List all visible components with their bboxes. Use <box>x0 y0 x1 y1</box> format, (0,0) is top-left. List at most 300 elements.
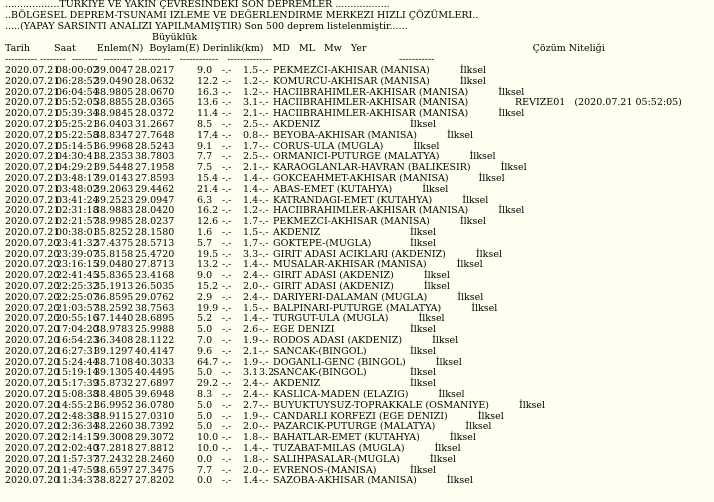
latitude-cell: 35.8252 <box>94 227 134 238</box>
quality-cell: İlksel <box>462 194 489 206</box>
md-cell: -.- <box>222 173 232 184</box>
mw-cell: -.- <box>259 173 269 184</box>
depth-cell: 15.2 <box>197 281 219 292</box>
mw-cell: -.- <box>259 399 269 411</box>
ml-cell: 1.7 <box>243 140 259 152</box>
md-cell: -.- <box>222 302 232 314</box>
longitude-cell: 31.2667 <box>135 119 175 130</box>
ml-cell: 3.1 <box>243 97 259 109</box>
date-cell: 2020.07.21 <box>5 183 60 195</box>
ml-cell: 1.9 <box>243 356 259 368</box>
latitude-cell: 37.1440 <box>94 313 134 325</box>
mw-cell: -.- <box>259 65 269 76</box>
md-cell: -.- <box>222 140 232 152</box>
mw-cell: -.- <box>259 432 269 444</box>
longitude-cell: 27.0310 <box>135 410 175 422</box>
time-cell: 20:55:16 <box>56 313 99 325</box>
time-cell: 23:41:32 <box>56 237 99 249</box>
mw-cell: -.- <box>259 443 269 454</box>
mw-cell: -.- <box>259 227 269 238</box>
ml-cell: 1.5 <box>243 227 259 238</box>
longitude-cell: 27.8593 <box>135 173 175 184</box>
md-cell: -.- <box>222 443 232 454</box>
latitude-cell: 35.8732 <box>94 378 134 390</box>
date-cell: 2020.07.20 <box>5 399 60 411</box>
ml-cell: 1.4 <box>243 313 259 325</box>
mw-cell: 3.2 <box>259 367 275 379</box>
time-cell: 11:47:59 <box>56 464 99 476</box>
latitude-cell: 38.9783 <box>94 324 134 336</box>
md-cell: -.- <box>222 259 232 271</box>
latitude-cell: 36.9952 <box>94 399 134 411</box>
md-cell: -.- <box>222 356 232 368</box>
longitude-cell: 28.5713 <box>135 237 175 249</box>
ml-cell: 2.4 <box>243 291 259 303</box>
md-cell: -.- <box>222 453 232 465</box>
mw-cell: -.- <box>259 313 269 325</box>
longitude-cell: 25.9988 <box>135 324 175 336</box>
time-cell: 06:04:54 <box>56 86 99 98</box>
date-cell: 2020.07.21 <box>5 173 60 184</box>
ml-cell: 1.8 <box>243 453 259 465</box>
latitude-cell: 38.2592 <box>94 302 134 314</box>
mw-cell: -.- <box>259 475 269 487</box>
date-cell: 2020.07.21 <box>5 119 60 130</box>
longitude-cell: 23.4168 <box>135 270 175 282</box>
depth-cell: 5.7 <box>197 237 213 249</box>
md-cell: -.- <box>222 464 232 476</box>
ml-cell: 0.8 <box>243 129 259 141</box>
latitude-cell: 38.2260 <box>94 421 134 433</box>
ml-cell: 1.4 <box>243 475 259 487</box>
latitude-cell: 37.2432 <box>94 453 134 465</box>
md-cell: -.- <box>222 324 232 336</box>
date-cell: 2020.07.21 <box>5 194 60 206</box>
latitude-cell: 38.2353 <box>94 151 134 163</box>
quality-cell: İlksel <box>498 86 525 98</box>
time-cell: 00:38:01 <box>56 227 99 238</box>
time-cell: 22:41:45 <box>56 270 99 282</box>
quality-cell: REVIZE01 (2020.07.21 05:52:05) <box>515 97 682 109</box>
time-cell: 04:29:21 <box>56 162 99 174</box>
location-cell: SANCAK-(BINGOL) <box>273 367 367 379</box>
md-cell: -.- <box>222 313 232 325</box>
quality-cell: İlksel <box>446 475 473 487</box>
latitude-cell: 36.8595 <box>94 291 134 303</box>
mw-cell: -.- <box>259 86 269 98</box>
location-cell: EGE DENIZI <box>273 324 335 336</box>
depth-cell: 7.7 <box>197 464 213 476</box>
mw-cell: -.- <box>259 151 269 163</box>
latitude-cell: 38.8347 <box>94 129 134 141</box>
quality-cell: İlksel <box>410 227 437 238</box>
md-cell: -.- <box>222 248 232 260</box>
date-cell: 2020.07.20 <box>5 324 60 336</box>
depth-cell: 5.0 <box>197 324 213 336</box>
quality-cell: İlksel <box>477 410 504 422</box>
date-cell: 2020.07.21 <box>5 162 60 174</box>
depth-cell: 9.0 <box>197 65 213 76</box>
longitude-cell: 28.6895 <box>135 313 175 325</box>
depth-cell: 5.2 <box>197 313 213 325</box>
md-cell: -.- <box>222 475 232 487</box>
longitude-cell: 26.5035 <box>135 281 175 292</box>
latitude-cell: 37.4375 <box>94 237 134 249</box>
mw-cell: -.- <box>259 345 269 357</box>
date-cell: 2020.07.20 <box>5 432 60 444</box>
md-cell: -.- <box>222 86 232 98</box>
location-cell: DARIYERI-DALAMAN (MUGLA) <box>273 291 428 303</box>
quality-cell: İlksel <box>413 140 440 152</box>
ml-cell: 2.1 <box>243 162 259 174</box>
time-cell: 23:39:07 <box>56 248 99 260</box>
depth-cell: 10.0 <box>197 443 219 454</box>
ml-cell: 3.3 <box>243 248 259 260</box>
location-cell: KASLICA-MADEN (ELAZIG) <box>273 389 409 400</box>
latitude-cell: 38.9805 <box>94 86 134 98</box>
quality-cell: İlksel <box>410 119 437 130</box>
longitude-cell: 40.3033 <box>135 356 175 368</box>
depth-cell: 5.0 <box>197 399 213 411</box>
location-cell: HACIIBRAHIMLER-AKHISAR (MANISA) <box>273 205 469 217</box>
longitude-cell: 28.5243 <box>135 140 175 152</box>
mw-cell: -.- <box>259 119 269 130</box>
time-cell: 03:41:24 <box>56 194 99 206</box>
date-cell: 2020.07.21 <box>5 108 60 120</box>
md-cell: -.- <box>222 421 232 433</box>
time-cell: 12:14:15 <box>56 432 99 444</box>
quality-cell: İlksel <box>418 313 445 325</box>
depth-cell: 19.9 <box>197 302 219 314</box>
latitude-cell: 39.0490 <box>94 75 134 87</box>
ml-cell: 1.2 <box>243 75 259 87</box>
date-cell: 2020.07.21 <box>5 151 60 163</box>
time-cell: 12:48:38 <box>56 410 99 422</box>
md-cell: -.- <box>222 183 232 195</box>
mw-cell: -.- <box>259 205 269 217</box>
location-cell: KATRANDAGI-EMET (KUTAHYA) <box>273 194 433 206</box>
date-cell: 2020.07.21 <box>5 140 60 152</box>
ml-cell: 1.7 <box>243 216 259 228</box>
latitude-cell: 36.0403 <box>94 119 134 130</box>
location-cell: PEKMEZCI-AKHISAR (MANISA) <box>273 216 430 228</box>
depth-cell: 12.6 <box>197 216 219 228</box>
mw-cell: -.- <box>259 356 269 368</box>
longitude-cell: 29.0762 <box>135 291 175 303</box>
longitude-cell: 27.6897 <box>135 378 175 390</box>
latitude-cell: 36.9968 <box>94 140 134 152</box>
location-cell: BEYOBA-AKHISAR (MANISA) <box>273 129 417 141</box>
time-cell: 12:02:40 <box>56 443 99 454</box>
time-cell: 15:24:44 <box>56 356 99 368</box>
mw-cell: -.- <box>259 216 269 228</box>
longitude-cell: 28.0670 <box>135 86 175 98</box>
latitude-cell: 38.7108 <box>94 356 134 368</box>
header-note: .....(YAPAY SARSINTI ANALIZI YAPILMAMIŞTIR) Son 500 deprem listelenmiştir...... <box>5 21 408 32</box>
depth-cell: 9.6 <box>197 345 213 357</box>
time-cell: 16:54:23 <box>56 335 99 346</box>
depth-cell: 0.0 <box>197 453 213 465</box>
md-cell: -.- <box>222 75 232 87</box>
location-cell: GIRIT ADASI ACIKLARI (AKDENIZ) <box>273 248 446 260</box>
time-cell: 03:48:02 <box>56 183 99 195</box>
mw-cell: -.- <box>259 248 269 260</box>
table-row <box>5 131 705 142</box>
longitude-cell: 28.0372 <box>135 108 175 120</box>
date-cell: 2020.07.21 <box>5 65 60 76</box>
ml-cell: 1.2 <box>243 205 259 217</box>
mw-cell: -.- <box>259 453 269 465</box>
longitude-cell: 28.0365 <box>135 97 175 109</box>
mw-cell: -.- <box>259 162 269 174</box>
longitude-cell: 27.7648 <box>135 129 175 141</box>
date-cell: 2020.07.20 <box>5 335 60 346</box>
ml-cell: 1.7 <box>243 237 259 249</box>
table-row <box>5 347 705 358</box>
md-cell: -.- <box>222 151 232 163</box>
table-row <box>5 293 705 304</box>
location-cell: AKDENIZ <box>273 378 321 390</box>
quality-cell: İlksel <box>438 389 465 400</box>
latitude-cell: 38.8855 <box>94 97 134 109</box>
latitude-cell: 39.1305 <box>94 367 134 379</box>
location-cell: ORMANICI-PUTURGE (MALATYA) <box>273 151 440 163</box>
date-cell: 2020.07.20 <box>5 345 60 357</box>
quality-cell: İlksel <box>410 345 437 357</box>
latitude-cell: 35.8158 <box>94 248 134 260</box>
latitude-cell: 38.8227 <box>94 475 134 487</box>
header-subtitle: ..BÖLGESEL DEPREM-TSUNAMI IZLEME VE DEĞERLENDIRME MERKEZI HIZLI ÇÖZÜMLERI.. <box>5 10 479 21</box>
md-cell: -.- <box>222 410 232 422</box>
quality-cell: İlksel <box>457 291 484 303</box>
depth-cell: 8.3 <box>197 389 213 400</box>
earthquake-list-document <box>5 0 710 502</box>
ml-cell: 1.2 <box>243 86 259 98</box>
time-cell: 02:31:18 <box>56 205 99 217</box>
location-cell: PEKMEZCI-AKHISAR (MANISA) <box>273 65 430 76</box>
location-cell: TURGUT-ULA (MUGLA) <box>273 313 389 325</box>
mw-cell: -.- <box>259 75 269 87</box>
date-cell: 2020.07.20 <box>5 270 60 282</box>
location-cell: HACIIBRAHIMLER-AKHISAR (MANISA) <box>273 108 469 120</box>
time-cell: 05:52:05 <box>56 97 99 109</box>
depth-cell: 16.2 <box>197 205 219 217</box>
time-cell: 22:25:32 <box>56 281 99 292</box>
longitude-cell: 28.0217 <box>135 65 175 76</box>
latitude-cell: 39.2063 <box>94 183 134 195</box>
ml-cell: 3.1 <box>243 367 259 379</box>
depth-cell: 7.7 <box>197 151 213 163</box>
longitude-cell: 25.4720 <box>135 248 175 260</box>
depth-cell: 5.0 <box>197 367 213 379</box>
quality-cell: İlksel <box>422 183 449 195</box>
latitude-cell: 39.0480 <box>94 259 134 271</box>
date-cell: 2020.07.20 <box>5 410 60 422</box>
location-cell: BAHATLAR-EMET (KUTAHYA) <box>273 432 420 444</box>
date-cell: 2020.07.20 <box>5 464 60 476</box>
depth-cell: 19.5 <box>197 248 219 260</box>
ml-cell: 2.4 <box>243 389 259 400</box>
longitude-cell: 27.1958 <box>135 162 175 174</box>
depth-cell: 13.2 <box>197 259 219 271</box>
date-cell: 2020.07.21 <box>5 205 60 217</box>
location-cell: DOGANLI-GENC (BINGOL) <box>273 356 406 368</box>
quality-cell: İlksel <box>459 216 486 228</box>
quality-cell: İlksel <box>475 248 502 260</box>
mw-cell: -.- <box>259 421 269 433</box>
mw-cell: -.- <box>259 270 269 282</box>
longitude-cell: 28.0237 <box>135 216 175 228</box>
mw-cell: -.- <box>259 129 269 141</box>
longitude-cell: 28.0632 <box>135 75 175 87</box>
magnitude-heading: Büyüklük <box>152 32 198 43</box>
mw-cell: -.- <box>259 237 269 249</box>
ml-cell: 1.4 <box>243 194 259 206</box>
mw-cell: -.- <box>259 389 269 400</box>
date-cell: 2020.07.21 <box>5 129 60 141</box>
ml-cell: 1.4 <box>243 443 259 454</box>
ml-cell: 1.8 <box>243 432 259 444</box>
header-title: ..................TÜRKIYE VE YAKIN ÇEVRESINDEKI SON DEPREMLER .................. <box>5 0 390 10</box>
depth-cell: 2.9 <box>197 291 213 303</box>
location-cell: SALIHPASALAR-(MUGLA) <box>273 453 400 465</box>
time-cell: 21:03:57 <box>56 302 99 314</box>
date-cell: 2020.07.21 <box>5 75 60 87</box>
mw-cell: -.- <box>259 378 269 390</box>
date-cell: 2020.07.20 <box>5 259 60 271</box>
time-cell: 06:28:52 <box>56 75 99 87</box>
location-cell: EVRENOS-(MANISA) <box>273 464 377 476</box>
mw-cell: -.- <box>259 183 269 195</box>
latitude-cell: 38.9845 <box>94 108 134 120</box>
latitude-cell: 39.0047 <box>94 65 134 76</box>
latitude-cell: 39.2523 <box>94 194 134 206</box>
ml-cell: 2.4 <box>243 378 259 390</box>
column-headers: Tarih Saat Enlem(N) Boylam(E) Derinlik(km) MD ML Mw Yer Çözüm Niteliği <box>5 43 605 54</box>
depth-cell: 11.4 <box>197 108 219 120</box>
md-cell: -.- <box>222 335 232 346</box>
latitude-cell: 35.1913 <box>94 281 134 292</box>
longitude-cell: 39.6948 <box>135 389 175 400</box>
time-cell: 02:21:57 <box>56 216 99 228</box>
quality-cell: İlksel <box>456 259 483 271</box>
table-row <box>5 239 705 250</box>
date-cell: 2020.07.20 <box>5 378 60 390</box>
location-cell: BUYUKTUYSUZ-TOPRAKKALE (OSMANIYE) <box>273 399 489 411</box>
date-cell: 2020.07.21 <box>5 216 60 228</box>
date-cell: 2020.07.20 <box>5 302 60 314</box>
depth-cell: 7.0 <box>197 335 213 346</box>
longitude-cell: 27.8812 <box>135 443 175 454</box>
ml-cell: 2.5 <box>243 119 259 130</box>
time-cell: 14:55:21 <box>56 399 99 411</box>
quality-cell: İlksel <box>519 399 546 411</box>
quality-cell: İlksel <box>498 108 525 120</box>
table-row <box>5 401 705 412</box>
longitude-cell: 29.0947 <box>135 194 175 206</box>
md-cell: -.- <box>222 399 232 411</box>
md-cell: -.- <box>222 205 232 217</box>
depth-cell: 0.0 <box>197 475 213 487</box>
time-cell: 15:08:38 <box>56 389 99 400</box>
location-cell: TUZABAT-MILAS (MUGLA) <box>273 443 405 454</box>
location-cell: GOKCEAHMET-AKHISAR (MANISA) <box>273 173 449 184</box>
mw-cell: -.- <box>259 324 269 336</box>
latitude-cell: 39.1297 <box>94 345 134 357</box>
table-row <box>5 455 705 466</box>
latitude-cell: 38.9883 <box>94 205 134 217</box>
time-cell: 15:19:14 <box>56 367 99 379</box>
md-cell: -.- <box>222 270 232 282</box>
latitude-cell: 37.2818 <box>94 443 134 454</box>
depth-cell: 13.6 <box>197 97 219 109</box>
mw-cell: -.- <box>259 335 269 346</box>
location-cell: RODOS ADASI (AKDENIZ) <box>273 335 403 346</box>
depth-cell: 15.4 <box>197 173 219 184</box>
mw-cell: -.- <box>259 281 269 292</box>
ml-cell: 1.5 <box>243 65 259 76</box>
mw-cell: -.- <box>259 97 269 109</box>
time-cell: 22:25:07 <box>56 291 99 303</box>
longitude-cell: 38.7392 <box>135 421 175 433</box>
latitude-cell: 39.5448 <box>94 162 134 174</box>
md-cell: -.- <box>222 194 232 206</box>
time-cell: 05:14:51 <box>56 140 99 152</box>
depth-cell: 21.4 <box>197 183 219 195</box>
quality-cell: İlksel <box>465 421 492 433</box>
date-cell: 2020.07.20 <box>5 421 60 433</box>
quality-cell: İlksel <box>498 205 525 217</box>
table-row <box>5 185 705 196</box>
location-cell: SANCAK-(BINGOL) <box>273 345 367 357</box>
time-cell: 17:04:20 <box>56 324 99 336</box>
latitude-cell: 38.9115 <box>94 410 134 422</box>
depth-cell: 5.0 <box>197 410 213 422</box>
ml-cell: 2.6 <box>243 324 259 336</box>
longitude-cell: 38.7563 <box>135 302 175 314</box>
location-cell: HACIIBRAHIMLER-AKHISAR (MANISA) <box>273 86 469 98</box>
depth-cell: 9.1 <box>197 140 213 152</box>
depth-cell: 5.0 <box>197 421 213 433</box>
ml-cell: 1.4 <box>243 183 259 195</box>
quality-cell: İlksel <box>434 443 461 454</box>
location-cell: MUSALAR-AKHISAR (MANISA) <box>273 259 427 271</box>
mw-cell: -.- <box>259 108 269 120</box>
quality-cell: İlksel <box>449 432 476 444</box>
time-cell: 04:30:41 <box>56 151 99 163</box>
time-cell: 05:25:21 <box>56 119 99 130</box>
location-cell: GIRIT ADASI (AKDENIZ) <box>273 270 394 282</box>
quality-cell: İlksel <box>423 270 450 282</box>
md-cell: -.- <box>222 129 232 141</box>
md-cell: -.- <box>222 378 232 390</box>
md-cell: -.- <box>222 345 232 357</box>
depth-cell: 29.2 <box>197 378 219 390</box>
location-cell: AKDENIZ <box>273 119 321 130</box>
longitude-cell: 38.7803 <box>135 151 175 163</box>
ml-cell: 1.9 <box>243 410 259 422</box>
quality-cell: İlksel <box>469 151 496 163</box>
quality-cell: İlksel <box>410 237 437 249</box>
depth-cell: 6.3 <box>197 194 213 206</box>
quality-cell: İlksel <box>410 464 437 476</box>
mw-cell: -.- <box>259 410 269 422</box>
md-cell: -.- <box>222 432 232 444</box>
mw-cell: -.- <box>259 302 269 314</box>
longitude-cell: 28.2460 <box>135 453 175 465</box>
date-cell: 2020.07.21 <box>5 97 60 109</box>
longitude-cell: 40.4147 <box>135 345 175 357</box>
